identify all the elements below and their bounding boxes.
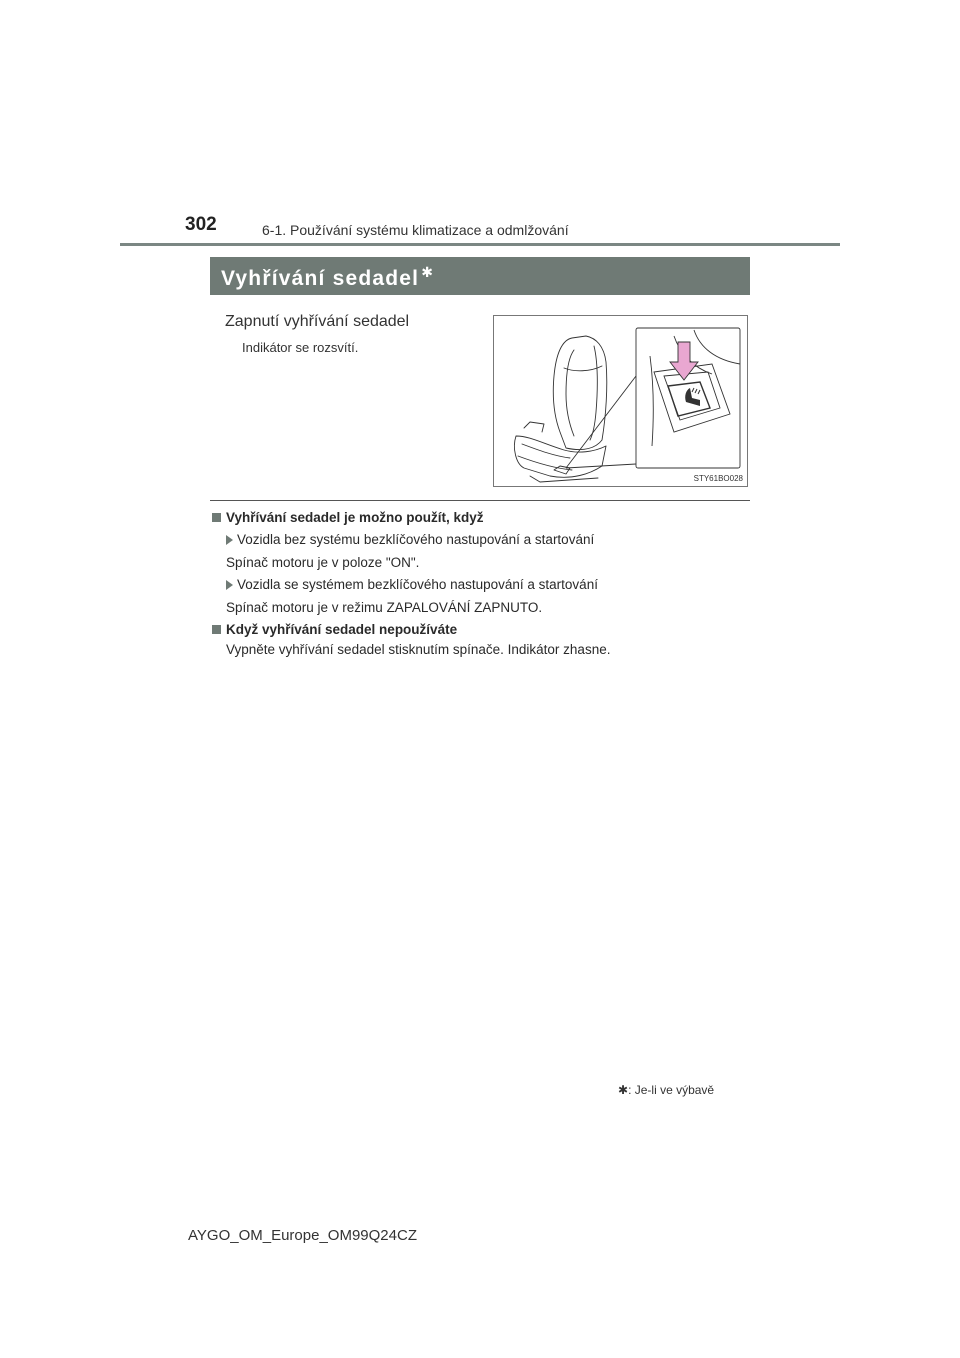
section-title <box>221 264 434 291</box>
optional-equipment-marker: ✱ <box>421 264 435 280</box>
seat-illustration <box>494 316 747 486</box>
square-bullet-icon <box>212 625 221 634</box>
figure-code: STY61BO028 <box>693 474 743 483</box>
press-arrow-icon <box>670 342 698 380</box>
section-title-label: Vyhřívání sedadel <box>221 267 420 290</box>
note-heading-off: Když vyhřívání sedadel nepoužíváte <box>212 622 457 637</box>
note-bullet-without-keyless: Vozidla bez systému bezklíčového nastupování a startování <box>226 532 594 547</box>
leader-line-bottom <box>566 464 636 468</box>
notes-divider <box>210 500 750 501</box>
footnote-text: : Je-li ve výbavě <box>628 1083 715 1097</box>
note-text-ignition: Spínač motoru je v režimu ZAPALOVÁNÍ ZAPNUTO. <box>226 600 543 615</box>
footnote-marker: ✱ <box>618 1083 629 1097</box>
note-text-on: Spínač motoru je v poloze "ON". <box>226 555 420 570</box>
chapter-title: 6-1. Používání systému klimatizace a odmlžování <box>262 222 569 238</box>
footnote <box>618 1083 714 1097</box>
seat-back-outline <box>553 336 607 450</box>
page-number: 302 <box>185 214 217 235</box>
note-bullet-with-keyless: Vozidla se systémem bezklíčového nastupování a startování <box>226 577 598 592</box>
header-divider <box>120 243 840 246</box>
note-heading-usage: Vyhřívání sedadel je možno použít, když <box>212 510 484 525</box>
intro-text: Zapnutí vyhřívání sedadel <box>225 313 410 330</box>
footer-doc-id: AYGO_OM_Europe_OM99Q24CZ <box>188 1227 417 1244</box>
seat-heater-figure <box>493 315 748 487</box>
section-title-bar <box>210 257 750 295</box>
triangle-bullet-icon <box>226 535 233 545</box>
note-text-off: Vypněte vyhřívání sedadel stisknutím spínače. Indikátor zhasne. <box>226 642 611 657</box>
leader-line-top <box>566 376 636 468</box>
square-bullet-icon <box>212 513 221 522</box>
triangle-bullet-icon <box>226 580 233 590</box>
intro-subtext: Indikátor se rozsvítí. <box>242 340 359 355</box>
